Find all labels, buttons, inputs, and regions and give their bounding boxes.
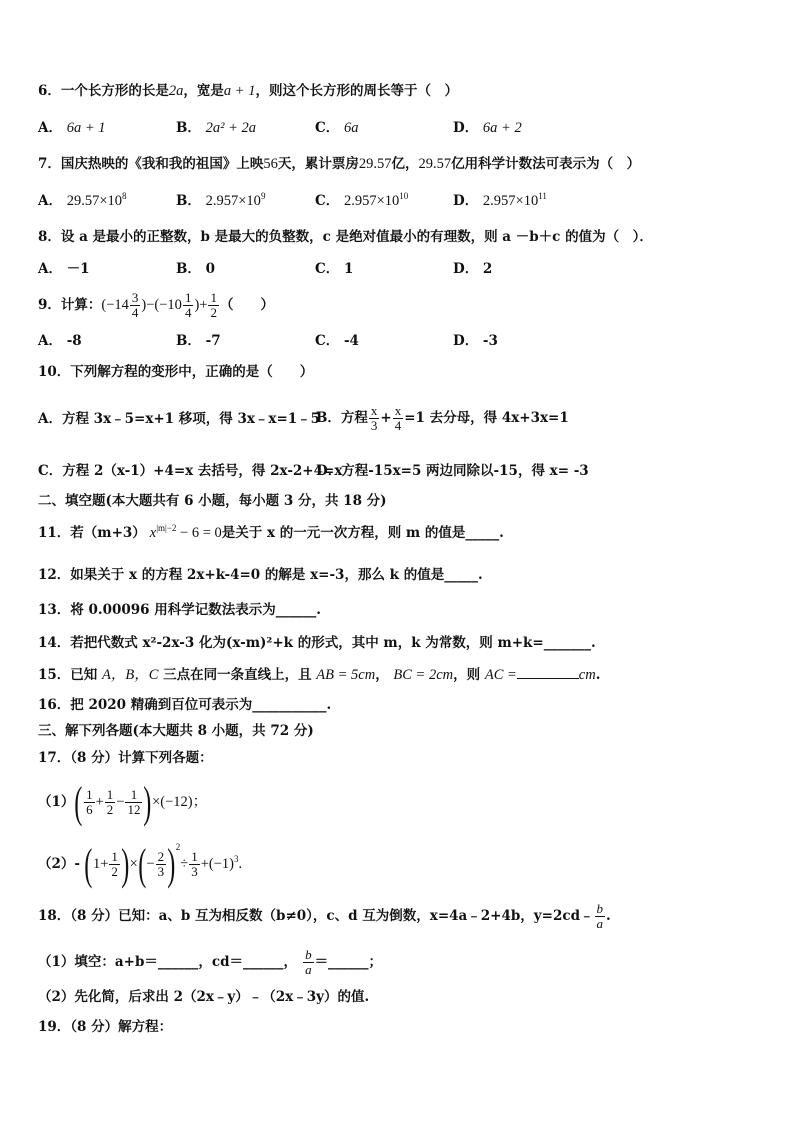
q10-option-c[interactable]: C．方程 2（x-1）+4=x 去括号，得 2x-2+4=x bbox=[38, 463, 343, 479]
q13-stem: 13．将 0.00096 用科学记数法表示为______. bbox=[38, 602, 321, 618]
q10-fraction-2: $\frac{x}{4}$ bbox=[394, 403, 402, 433]
q11-stem: 11．若（m+3） $x^{|m|-2} - 6 = 0$是关于 x 的一元一次方程，则 m 的值是_____. bbox=[38, 523, 504, 541]
q8-stem: 8．设 a 是最小的正整数，b 是最大的负整数，c 是绝对值最小的有理数，则 a －b＋c 的值为（ ）． bbox=[38, 229, 653, 245]
q7-option-c[interactable]: C． $2.957\times 10^{10}$ bbox=[315, 191, 409, 209]
q18-part-1: （1）填空：a+b＝______，cd＝______， $\frac{b}{a}$ ＝______； bbox=[38, 947, 383, 977]
q8-option-c[interactable]: C． 1 bbox=[315, 261, 354, 277]
q7-option-d[interactable]: D． $2.957\times 10^{11}$ bbox=[453, 191, 547, 209]
q9-option-a[interactable]: A． -8 bbox=[38, 333, 82, 349]
q15-stem: 15．已知 A，B，C 三点在同一条直线上，且 AB = 5cm， BC = 2cm，则 AC = cm. bbox=[38, 667, 601, 683]
q17-part-1: （1）( $\frac{1}{6}$ + $\frac{1}{2}$ − $\frac{1}{12}$ )×(−12)； bbox=[38, 777, 208, 827]
q8-option-d[interactable]: D． 2 bbox=[453, 261, 493, 277]
q17-stem: 17．（8 分）计算下列各题： bbox=[38, 750, 213, 766]
section-3-heading: 三、解下列各题(本大题共 8 小题，共 72 分) bbox=[38, 723, 314, 739]
q9-option-c[interactable]: C． -4 bbox=[315, 333, 359, 349]
q12-stem: 12．如果关于 x 的方程 2x+k-4=0 的解是 x=-3，那么 k 的值是_____. bbox=[38, 567, 483, 583]
q10-option-d[interactable]: D．方程-15x=5 两边同除以-15，得 x= -3 bbox=[316, 463, 589, 479]
q7-option-b[interactable]: B． $2.957\times 10^9$ bbox=[176, 191, 266, 209]
q15-answer-blank[interactable] bbox=[517, 665, 579, 679]
q9-option-d[interactable]: D． -3 bbox=[453, 333, 498, 349]
q18-part-2: （2）先化简，后求出 2（2x﹣y）﹣（2x﹣3y）的值. bbox=[38, 989, 370, 1005]
section-2-heading: 二、填空题(本大题共有 6 小题，每小题 3 分，共 18 分) bbox=[38, 493, 387, 509]
q16-stem: 16．把 2020 精确到百位可表示为___________. bbox=[38, 697, 332, 713]
q6-stem: 6．一个长方形的长是2a，宽是a + 1，则这个长方形的周长等于（ ） bbox=[38, 83, 458, 99]
q9-fraction-2: $\frac{1}{4}$ bbox=[184, 290, 192, 320]
q18-stem: 18．（8 分）已知：a、b 互为相反数（b≠0），c、d 互为倒数，x=4a﹣2+4b，y=2cd﹣ $\frac{b}{a}$ . bbox=[38, 901, 611, 931]
q6-option-c[interactable]: C． 6a bbox=[315, 120, 359, 136]
q7-option-a[interactable]: A． $29.57\times 10^8$ bbox=[38, 191, 127, 209]
q6-option-b[interactable]: B． 2a² + 2a bbox=[176, 120, 257, 136]
q7-stem: 7．国庆热映的《我和我的祖国》上映56天，累计票房29.57亿，29.57亿用科学计数法可表示为（ ） bbox=[38, 156, 641, 172]
q8-option-b[interactable]: B． 0 bbox=[176, 261, 216, 277]
q19-stem: 19．（8 分）解方程： bbox=[38, 1019, 173, 1035]
q10-fraction-1: $\frac{x}{3}$ bbox=[370, 403, 378, 433]
q9-option-b[interactable]: B． -7 bbox=[176, 333, 221, 349]
q9-fraction-1: $\frac{3}{4}$ bbox=[131, 290, 139, 320]
q14-stem: 14．若把代数式 x²-2x-3 化为(x-m)²+k 的形式，其中 m，k 为常数，则 m+k=_______. bbox=[38, 635, 596, 651]
q10-stem: 10．下列解方程的变形中，正确的是（ ） bbox=[38, 364, 314, 380]
q17-part-2: （2）- (1+ $\frac{1}{2}$ )×(− $\frac{2}{3}$ )$^2$÷ $\frac{1}{3}$ $+(-1)^3$. bbox=[38, 839, 243, 889]
q8-option-a[interactable]: A． －1 bbox=[38, 261, 90, 277]
q10-option-a[interactable]: A．方程 3x﹣5=x+1 移项，得 3x﹣x=1﹣5 bbox=[38, 411, 321, 427]
q9-fraction-3: $\frac{1}{2}$ bbox=[210, 290, 217, 320]
q6-option-a[interactable]: A． 6a + 1 bbox=[38, 120, 106, 136]
q9-stem: 9．计算：(−14 $\frac{3}{4}$ )−(−10 $\frac{1}{4}$ )+ $\frac{1}{2}$ （ ） bbox=[38, 290, 274, 320]
q10-option-b[interactable]: B．方程 $\frac{x}{3}$ + $\frac{x}{4}$ =1 去分母，得 4x+3x=1 bbox=[316, 403, 569, 433]
q6-option-d[interactable]: D． 6a + 2 bbox=[453, 120, 522, 136]
